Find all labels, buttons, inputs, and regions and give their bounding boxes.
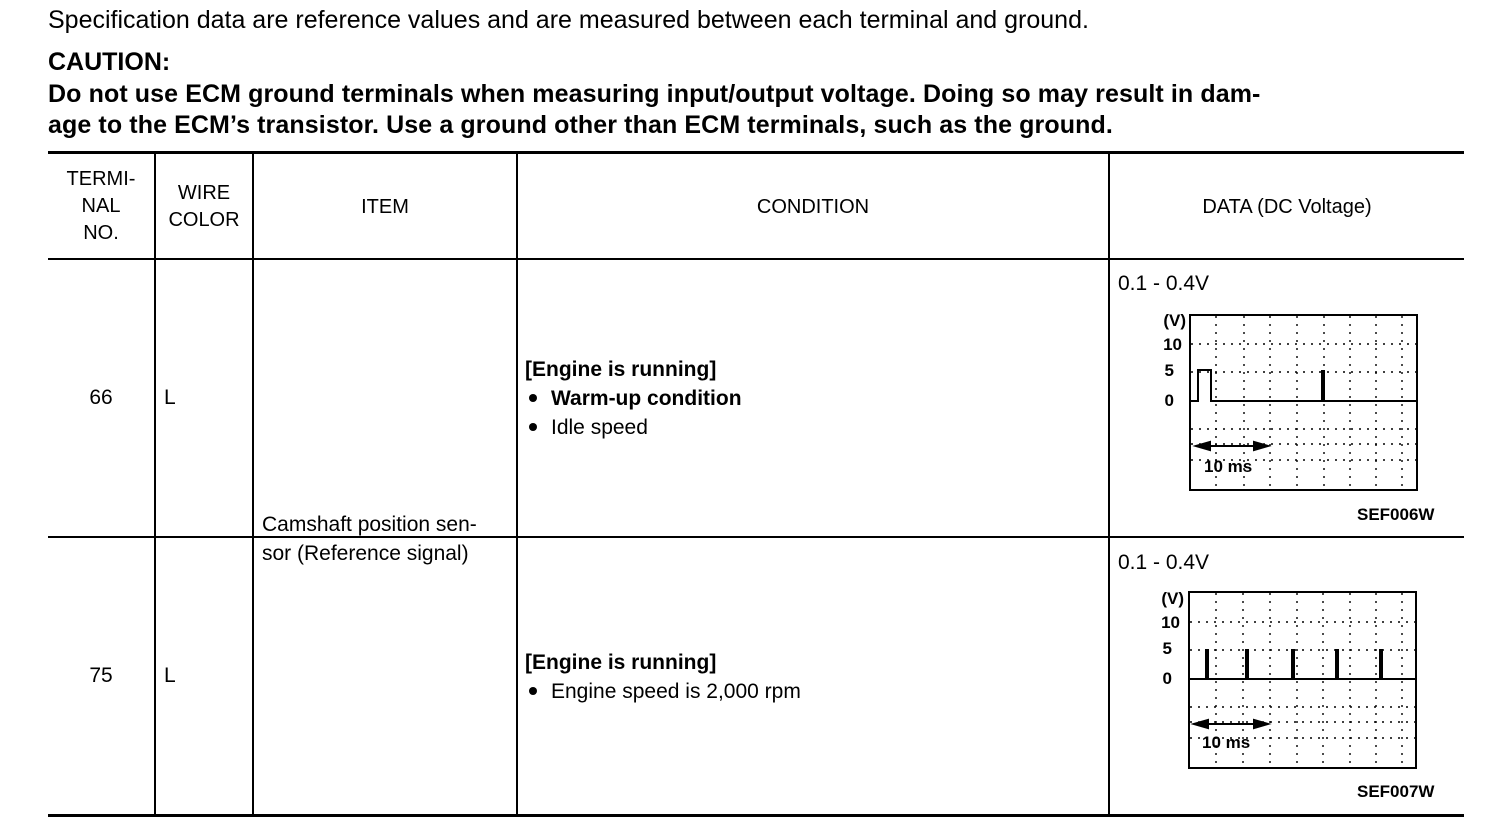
tick-label-0-66: 0 [1164, 391, 1174, 410]
terminal-number-66: 66 [89, 386, 113, 409]
header-terminal-line2: NAL [81, 195, 121, 217]
table-top-rule [48, 151, 1464, 154]
bullet-icon [529, 394, 537, 402]
wire-color-75: L [164, 664, 176, 687]
header-rule [48, 258, 1464, 260]
bullet-icon [529, 687, 537, 695]
tick-label-10-66: 10 [1163, 335, 1182, 354]
condition-cell-75 [525, 648, 801, 706]
tick-label-0-75: 0 [1162, 669, 1172, 688]
oscilloscope-waveform-75 [1110, 582, 1440, 782]
caution-line-1: Do not use ECM ground terminals when measuring input/output voltage. Doing so may result in dam- [48, 80, 1261, 108]
item-cell [262, 510, 477, 568]
header-terminal-line1: TERMI- [66, 168, 136, 190]
caution-line-2: age to the ECM’s transistor. Use a ground other than ECM terminals, such as the ground. [48, 111, 1113, 139]
unit-label-66: (V) [1163, 311, 1186, 330]
item-line-2: sor (Reference signal) [262, 542, 469, 565]
condition-bullet-item [525, 677, 801, 706]
item-line-1: Camshaft position sen- [262, 513, 477, 536]
header-condition: CONDITION [756, 196, 870, 218]
condition-bullet-text: Warm-up condition [551, 387, 742, 410]
condition-cell-66 [525, 355, 742, 442]
caution-title: CAUTION: [48, 48, 171, 76]
wire-color-66: L [164, 386, 176, 409]
tick-label-5-75: 5 [1162, 639, 1172, 658]
header-wire-line2: COLOR [168, 209, 240, 231]
oscilloscope-waveform-66 [1110, 304, 1440, 504]
col-divider-3 [516, 151, 518, 817]
condition-bullet-item [525, 384, 742, 413]
figure-id-75: SEF007W [1357, 782, 1435, 801]
data-range-75: 0.1 - 0.4V [1118, 551, 1210, 574]
table-bottom-rule [48, 814, 1464, 817]
condition-title-75: [Engine is running] [525, 651, 717, 674]
header-wire-line1: WIRE [177, 182, 231, 204]
header-wire-color [156, 180, 252, 234]
header-item: ITEM [361, 196, 409, 218]
col-divider-2 [252, 151, 254, 817]
tick-label-5-66: 5 [1164, 361, 1174, 380]
header-terminal [48, 166, 154, 247]
row-rule-right [518, 536, 1464, 538]
time-label-66: 10 ms [1204, 457, 1253, 476]
condition-title-66: [Engine is running] [525, 358, 717, 381]
header-terminal-line3: NO. [83, 222, 119, 244]
condition-bullet-text: Idle speed [551, 416, 648, 439]
data-range-66: 0.1 - 0.4V [1118, 272, 1210, 295]
bullet-icon [529, 423, 537, 431]
header-data: DATA (DC Voltage) [1202, 196, 1372, 218]
col-divider-1 [154, 151, 156, 817]
unit-label-75: (V) [1161, 589, 1184, 608]
condition-bullet-text: Engine speed is 2,000 rpm [551, 680, 801, 703]
condition-bullet-item [525, 413, 742, 442]
time-label-75: 10 ms [1202, 733, 1251, 752]
figure-id-66: SEF006W [1357, 505, 1435, 524]
tick-label-10-75: 10 [1161, 613, 1180, 632]
intro-text: Specification data are reference values and are measured between each terminal and ground. [48, 6, 1089, 34]
terminal-number-75: 75 [89, 664, 113, 687]
